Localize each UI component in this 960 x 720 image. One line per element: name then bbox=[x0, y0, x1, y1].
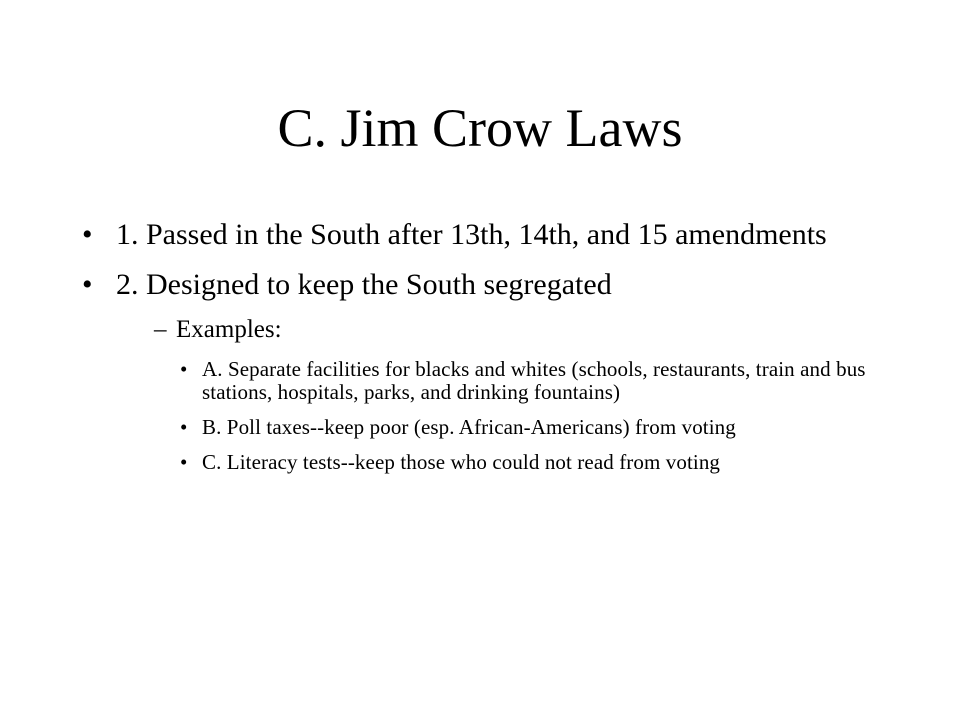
bullet-marker: • bbox=[180, 357, 188, 381]
bullet-text: 1. Passed in the South after 13th, 14th, and 15 amendments bbox=[116, 218, 827, 251]
bullet-marker: • bbox=[82, 218, 93, 251]
bullet-marker: • bbox=[180, 415, 188, 439]
sub-bullet-text: Examples: bbox=[176, 316, 282, 343]
example-literacy-tests bbox=[82, 451, 882, 474]
bullet-marker: • bbox=[180, 450, 188, 474]
example-text: B. Poll taxes--keep poor (esp. African-Americans) from voting bbox=[202, 415, 736, 439]
bullet-marker: • bbox=[82, 268, 93, 301]
bullet-text: 2. Designed to keep the South segregated bbox=[116, 268, 612, 301]
example-text: A. Separate facilities for blacks and whites (schools, restaurants, train and bus stations, hospitals, parks, and drinking fountains) bbox=[202, 357, 866, 404]
example-separate-facilities bbox=[82, 358, 882, 404]
sub-bullet-examples bbox=[82, 316, 882, 344]
example-poll-taxes bbox=[82, 416, 882, 439]
bullet-item-passed-in-south bbox=[82, 218, 882, 252]
slide-body bbox=[82, 218, 882, 486]
slide-title: C. Jim Crow Laws bbox=[277, 98, 683, 158]
bullet-item-designed-segregated bbox=[82, 268, 882, 302]
dash-marker: – bbox=[154, 316, 167, 343]
example-text: C. Literacy tests--keep those who could not read from voting bbox=[202, 450, 721, 474]
